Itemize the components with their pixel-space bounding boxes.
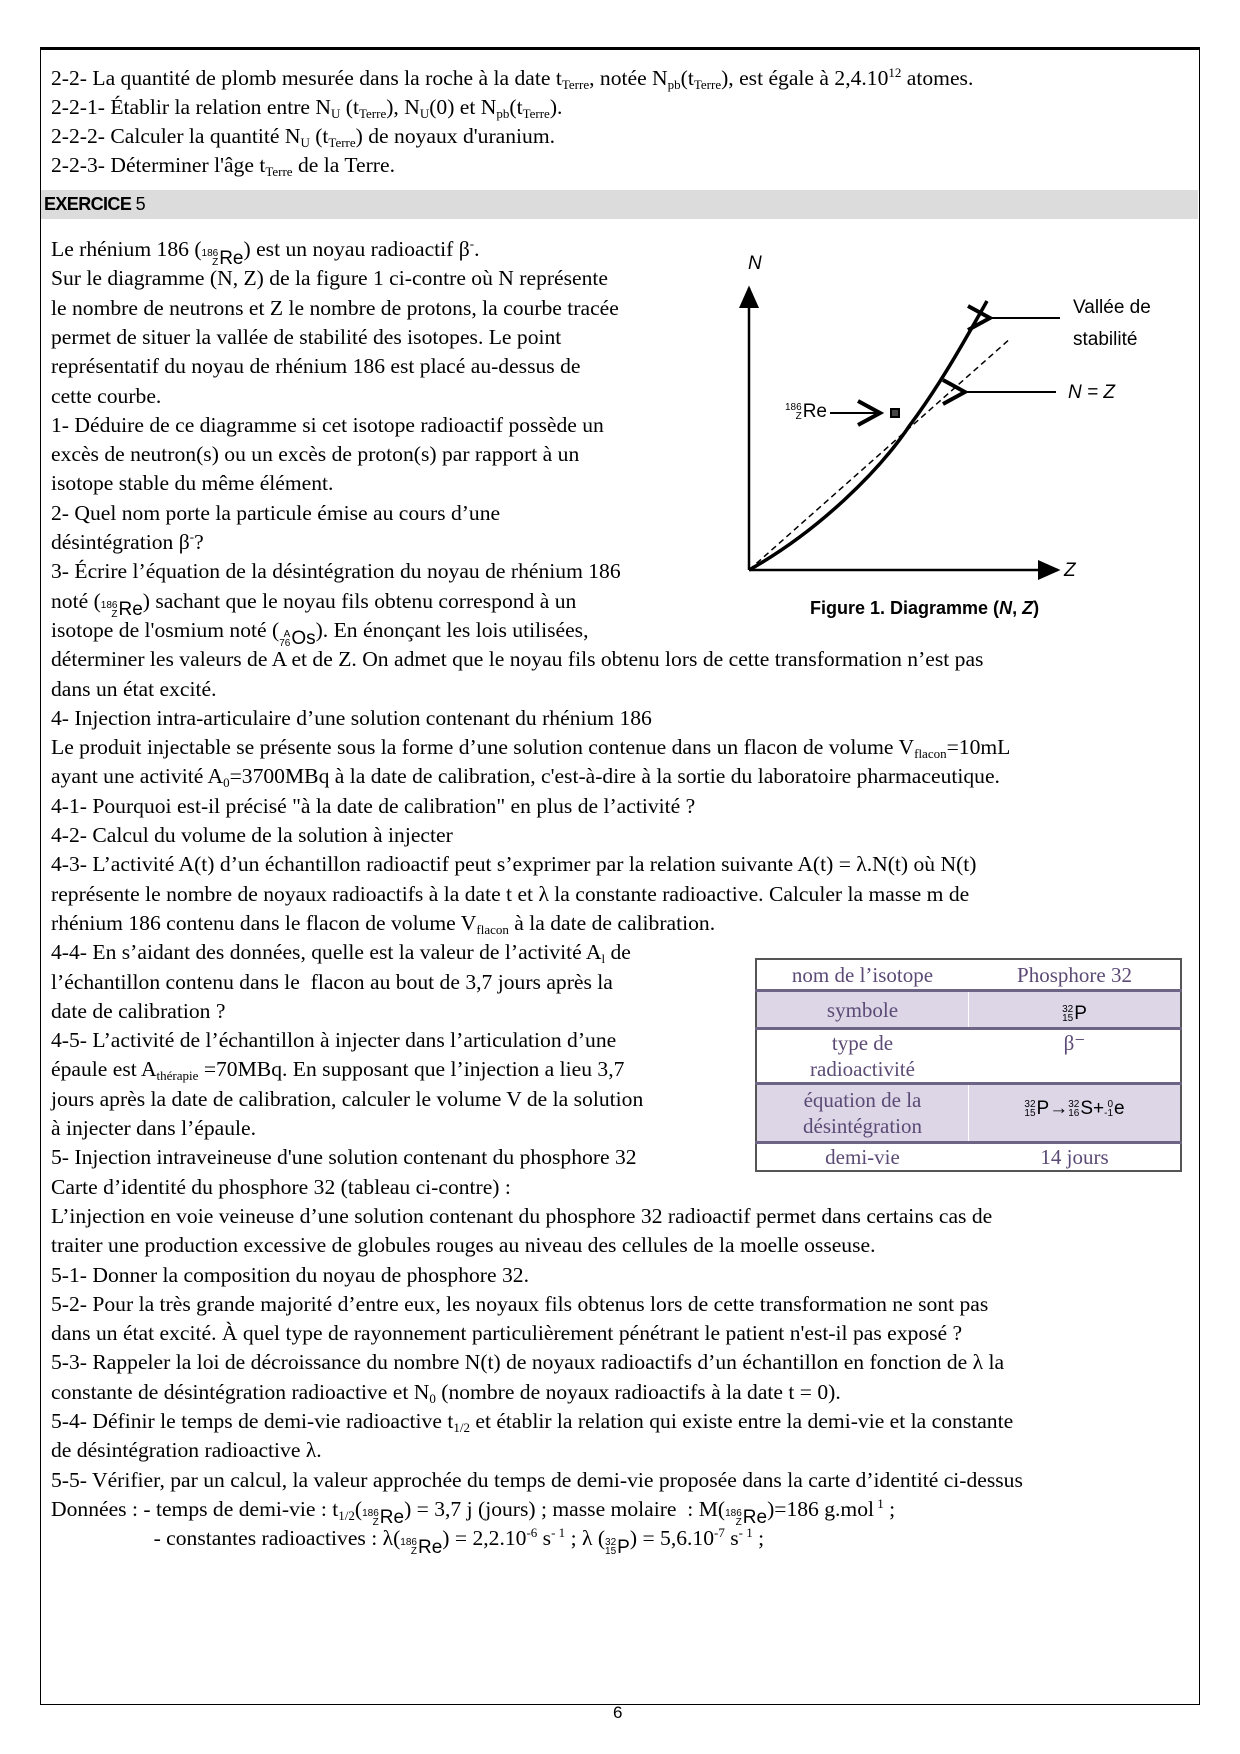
text-segment: 5-1- Donner la composition du noyau de phosphore 32. (51, 1262, 529, 1287)
element-symbol: P (1074, 1003, 1087, 1024)
text-line (51, 1143, 637, 1172)
text-segment: 5- Injection intraveineuse d'une solution contenant du phosphore 32 (51, 1145, 637, 1170)
atomic-number: Z (212, 257, 219, 268)
subscript: Terre (265, 164, 293, 179)
element-symbol: Re (802, 401, 827, 422)
table-row (756, 1084, 1181, 1143)
rhenium-point-label (785, 401, 827, 423)
text-segment: ayant une activité A (51, 764, 224, 789)
text-segment: Le rhénium 186 ( (51, 237, 202, 261)
text-segment: 4-4- En s’aidant des données, quelle est la valeur de l’activité A (51, 940, 602, 965)
text-segment: 4- Injection intra-articulaire d’une solution contenant du rhénium 186 (51, 705, 652, 730)
exercise-title: EXERCICE (44, 194, 132, 214)
subscript: pb (496, 106, 510, 121)
text-segment: rhénium 186 contenu dans le flacon de volume V (51, 910, 477, 935)
text-segment: 4-3- L’activité A(t) d’un échantillon radioactif peut s’exprimer par la relation suivante A(t) = λ.N(t) où N(t) (51, 852, 977, 877)
stability-valley-curve (749, 301, 987, 570)
text-line (51, 1407, 1013, 1436)
subscript: 1/2 (338, 1507, 355, 1523)
valley-label-2: stabilité (1073, 329, 1138, 350)
label-line: radioactivité (810, 1057, 915, 1081)
text-segment: 5-4- Définir le temps de demi-vie radioactive t (51, 1409, 454, 1433)
row-value (969, 1084, 1182, 1143)
subscript: Terre (561, 77, 590, 92)
text-line (51, 704, 652, 733)
subscript: flacon (476, 921, 509, 937)
subscript: 0 (429, 1390, 436, 1406)
table-row (756, 991, 1181, 1029)
text-line (51, 968, 613, 997)
mass-number: 186 (362, 1507, 379, 1519)
mass-number: 32 (1062, 1004, 1074, 1015)
text-segment: L’injection en voie veineuse d’une solution contenant du phosphore 32 radioactif permet dans certains cas de (51, 1203, 993, 1228)
caption-text: Figure 1. Diagramme ( (810, 598, 1000, 618)
atomic-number: Z (735, 1516, 742, 1528)
text-segment: (nombre de noyaux radioactifs à la date t = 0). (435, 1379, 841, 1404)
arrow-icon: → (1049, 1098, 1069, 1119)
plus-sign: + (1093, 1098, 1105, 1119)
table-row (756, 1029, 1181, 1084)
superscript: 12 (888, 65, 902, 80)
row-label (756, 1084, 969, 1143)
mass-number: 32 (1068, 1099, 1080, 1110)
text-line (51, 1173, 511, 1202)
text-line (51, 762, 1000, 791)
text-segment: déterminer les valeurs de A et de Z. On admet que le noyau fils obtenu lors de cette transformation n’est pas (51, 647, 984, 672)
text-segment: 4-2- Calcul du volume de la solution à injecter (51, 823, 453, 847)
superscript: -7 (714, 1525, 725, 1541)
text-line (51, 1055, 624, 1084)
superscript: - (189, 529, 195, 544)
text-segment: s (537, 1526, 552, 1551)
text-segment: 4-5- L’activité de l’échantillon à injecter dans l’articulation d’une (51, 1028, 617, 1053)
text-segment: constante de désintégration radioactive et N (51, 1379, 430, 1404)
text-segment: 2-2-3- Déterminer l'âge t (51, 153, 266, 177)
mass-number: A (283, 628, 291, 640)
subscript: U (419, 106, 430, 121)
text-segment: ; (883, 1496, 896, 1521)
text-segment: )=186 g.mol (767, 1496, 875, 1521)
x-axis-label: Z (1064, 560, 1076, 581)
atomic-number: -1 (1104, 1108, 1114, 1119)
superscript: -6 (526, 1525, 538, 1541)
text-segment: épaule est A (51, 1057, 157, 1082)
text-segment: Sur le diagramme (N, Z) de la figure 1 ci-contre où N représente (51, 266, 609, 291)
subscript: Terre (693, 77, 722, 92)
row-label: symbole (756, 991, 969, 1029)
text-line (51, 1261, 529, 1290)
y-axis-label: N (748, 253, 762, 274)
label-line: équation de la (803, 1088, 922, 1112)
text-segment: ). En énonçant les lois utilisées, (315, 617, 589, 642)
text-segment: (t (680, 66, 694, 90)
text-segment: 2- Quel nom porte la particule émise au cours d’une (51, 500, 501, 525)
element-symbol: Re (118, 599, 143, 621)
text-segment: (0) et N (429, 95, 497, 119)
text-segment: l’échantillon contenu dans le flacon au bout de 3,7 jours après la (51, 969, 613, 994)
mass-number: 32 (605, 1537, 617, 1549)
text-segment: =3700MBq à la date de calibration, c'est-à-dire à la sortie du laboratoire pharmaceutique. (229, 764, 1000, 789)
element-symbol: P (1036, 1098, 1050, 1119)
subscript: U (331, 106, 341, 121)
text-segment: ) = 2,2.10 (442, 1526, 527, 1551)
atomic-number: Z (372, 1516, 379, 1528)
mass-number: 0 (1107, 1099, 1114, 1110)
text-line (51, 850, 976, 879)
text-segment: représentatif du noyau de rhénium 186 est placé au-dessus de (51, 354, 581, 379)
atomic-number: 15 (1062, 1013, 1074, 1024)
text-segment: 1- Déduire de ce diagramme si cet isotope radioactif possède un (51, 412, 604, 437)
atomic-number: Z (111, 608, 118, 620)
row-label: demi-vie (756, 1143, 969, 1172)
subscript: l (601, 951, 606, 967)
text-segment: dans un état excité. À quel type de rayonnement particulièrement pénétrant le patient n'est-il pas exposé ? (51, 1321, 963, 1346)
nuclide-numbers (605, 1538, 616, 1556)
text-segment: 2-2-1- Établir la relation entre N (51, 95, 332, 119)
mass-number: 186 (785, 402, 802, 413)
mass-number: 186 (100, 599, 118, 611)
row-value: 14 jours (969, 1143, 1182, 1172)
text-line (51, 821, 453, 850)
subscript: U (300, 135, 310, 150)
text-segment: ) sachant que le noyau fils obtenu correspond à un (142, 588, 577, 613)
text-segment: (t (340, 95, 359, 119)
text-segment: ; (752, 1526, 765, 1551)
text-line (51, 1378, 841, 1407)
subscript: thérapie (156, 1068, 199, 1084)
element-symbol: Re (379, 1507, 405, 1529)
text-line (51, 1524, 765, 1558)
text-segment: cette courbe. (51, 383, 162, 408)
text-segment: (t (509, 95, 523, 119)
page-number: 6 (613, 1703, 623, 1722)
figure-caption (810, 598, 1039, 619)
text-segment: , notée N (589, 66, 668, 90)
text-line (51, 880, 969, 909)
text-segment: ), N (386, 95, 420, 119)
superscript: - 1 (738, 1525, 753, 1541)
text-segment: de la Terre. (292, 153, 395, 177)
text-line (51, 1495, 896, 1529)
text-segment: 5-2- Pour la très grande majorité d’entre eux, les noyaux fils obtenus lors de cette transformation ne sont pas (51, 1291, 989, 1316)
text-segment: 4-1- Pourquoi est-il précisé "à la date de calibration" en plus de l’activité ? (51, 793, 696, 818)
text-line (51, 733, 1010, 762)
text-line (51, 1348, 1004, 1377)
table-row (756, 959, 1181, 991)
text-line (51, 1436, 322, 1465)
element-symbol: Os (291, 628, 316, 650)
caption-z: Z (1022, 598, 1034, 618)
text-segment: ) = 5,6.10 (629, 1526, 715, 1551)
text-segment: dans un état excité. (51, 676, 217, 701)
text-segment: représente le nombre de noyaux radioactifs à la date t et λ la constante radioactive. Calculer la masse m de (51, 881, 970, 906)
decay-equation (1024, 1096, 1124, 1122)
text-segment: traiter une production excessive de globules rouges au niveau des cellules de la moelle osseuse. (51, 1233, 876, 1258)
atomic-number: 16 (1068, 1108, 1080, 1119)
text-segment: désintégration β (51, 530, 190, 554)
text-segment: ). (549, 95, 563, 119)
text-line (51, 938, 631, 967)
element-symbol: Re (742, 1507, 768, 1529)
text-line (51, 1085, 643, 1114)
text-segment: isotope stable du même élément. (51, 471, 334, 496)
text-segment: ), est égale à 2,4.10 (721, 66, 889, 90)
text-segment: de (605, 940, 631, 965)
rhenium-point (891, 409, 899, 417)
label-line: désintégration (803, 1114, 922, 1138)
row-label (756, 1029, 969, 1084)
subscript: Terre (359, 106, 387, 121)
text-segment: s (724, 1526, 739, 1551)
text-segment: ( (354, 1496, 363, 1521)
text-line (51, 1319, 962, 1348)
atomic-number: 15 (605, 1546, 617, 1558)
text-segment: noté ( (51, 588, 101, 613)
text-segment: ; λ ( (565, 1526, 606, 1551)
superscript: - 1 (551, 1525, 566, 1541)
text-line (51, 1231, 876, 1260)
text-segment: Données : - temps de demi-vie : t (51, 1496, 339, 1521)
text-line (51, 1114, 256, 1143)
exercise-number: 5 (131, 194, 146, 214)
text-segment: =10mL (946, 735, 1011, 760)
text-line (51, 1026, 616, 1055)
row-value: β⁻ (969, 1029, 1182, 1084)
superscript: - (469, 236, 475, 251)
text-segment: 2-2-2- Calculer la quantité N (51, 124, 301, 148)
text-segment: . (474, 237, 480, 261)
valley-label-1: Vallée de (1073, 297, 1151, 318)
label-line: type de (831, 1031, 894, 1055)
element-symbol: Re (219, 247, 244, 269)
text-segment: 3- Écrire l’équation de la désintégration du noyau de rhénium 186 (51, 559, 621, 584)
text-segment: à injecter dans l’épaule. (51, 1116, 257, 1140)
text-segment: 5-3- Rappeler la loi de décroissance du nombre N(t) de noyaux radioactifs d’un échantillon en fonction de λ la (51, 1350, 1005, 1375)
text-segment: ? (194, 530, 204, 554)
text-segment: ) de noyaux d'uranium. (355, 124, 556, 148)
text-segment: Carte d’identité du phosphore 32 (tableau ci-contre) : (51, 1174, 511, 1199)
caption-end: ) (1033, 598, 1040, 618)
text-line (51, 1202, 992, 1231)
nuclide-numbers (400, 1538, 417, 1556)
mass-number: 186 (400, 1537, 417, 1549)
nuclide-symbol (400, 1533, 442, 1562)
superscript: 1 (874, 1495, 884, 1511)
n-equals-z-label: N = Z (1068, 382, 1115, 403)
text-segment: 2-2- La quantité de plomb mesurée dans la roche à la date t (51, 66, 562, 90)
row-value (969, 991, 1182, 1029)
element-symbol: S (1080, 1098, 1094, 1119)
subscript: Terre (328, 135, 356, 150)
subscript: flacon (914, 746, 947, 762)
text-segment: (t (309, 124, 329, 148)
text-segment: permet de situer la vallée de stabilité des isotopes. Le point (51, 324, 562, 349)
text-segment: excès de neutron(s) ou un excès de proton(s) par rapport à un (51, 442, 580, 467)
text-segment: =70MBq. En supposant que l’injection a lieu 3,7 (198, 1057, 625, 1082)
text-segment: le nombre de neutrons et Z le nombre de protons, la courbe tracée (51, 295, 619, 320)
nz-diagram (0, 0, 1240, 700)
text-segment: 5-5- Vérifier, par un calcul, la valeur approchée du temps de demi-vie proposée dans la carte d’identité ci-dessus (51, 1467, 1023, 1492)
subscript: 0 (223, 775, 230, 791)
mass-number: 186 (725, 1507, 742, 1519)
subscript: pb (667, 77, 681, 92)
text-segment: jours après la date de calibration, calculer le volume V de la solution (51, 1086, 644, 1111)
mass-number: 32 (1024, 1099, 1036, 1110)
row-label: nom de l’isotope (791, 962, 934, 987)
atomic-number: 15 (1024, 1108, 1036, 1119)
phosphorus-identity-table (755, 958, 1182, 1172)
subscript: 1/2 (453, 1420, 470, 1435)
element-symbol: P (617, 1536, 630, 1558)
text-segment: isotope de l'osmium noté ( (51, 617, 280, 642)
caption-n: N (999, 598, 1013, 618)
mass-number: 186 (201, 248, 219, 259)
text-segment: - constantes radioactives : λ( (51, 1526, 401, 1551)
table-row (756, 1143, 1181, 1172)
text-line (51, 792, 695, 821)
atomic-number: 76 (279, 637, 291, 649)
text-line (51, 997, 225, 1026)
row-value: Phosphore 32 (969, 959, 1182, 991)
nuclide-symbol (605, 1533, 630, 1562)
n-equals-z-line (749, 338, 1011, 570)
subscript: Terre (522, 106, 550, 121)
text-segment: atomes. (901, 66, 974, 90)
text-segment: et établir la relation qui existe entre la demi-vie et la constante (469, 1409, 1014, 1433)
caption-sep: , (1012, 598, 1023, 618)
atomic-number: Z (410, 1546, 417, 1558)
text-line (51, 1466, 1023, 1495)
text-segment: de désintégration radioactive λ. (51, 1438, 322, 1463)
text-segment: date de calibration ? (51, 998, 226, 1023)
text-segment: à la date de calibration. (508, 910, 716, 935)
text-segment: ) = 3,7 j (jours) ; masse molaire : M( (404, 1496, 726, 1521)
element-symbol: e (1114, 1098, 1125, 1119)
element-symbol: Re (417, 1536, 443, 1558)
text-line (51, 1290, 988, 1319)
text-line (51, 909, 715, 938)
atomic-number: Z (795, 411, 802, 422)
text-segment: ) est un noyau radioactif β (243, 237, 470, 261)
text-segment: Le produit injectable se présente sous la forme d’une solution contenue dans un flacon de volume V (51, 735, 915, 760)
